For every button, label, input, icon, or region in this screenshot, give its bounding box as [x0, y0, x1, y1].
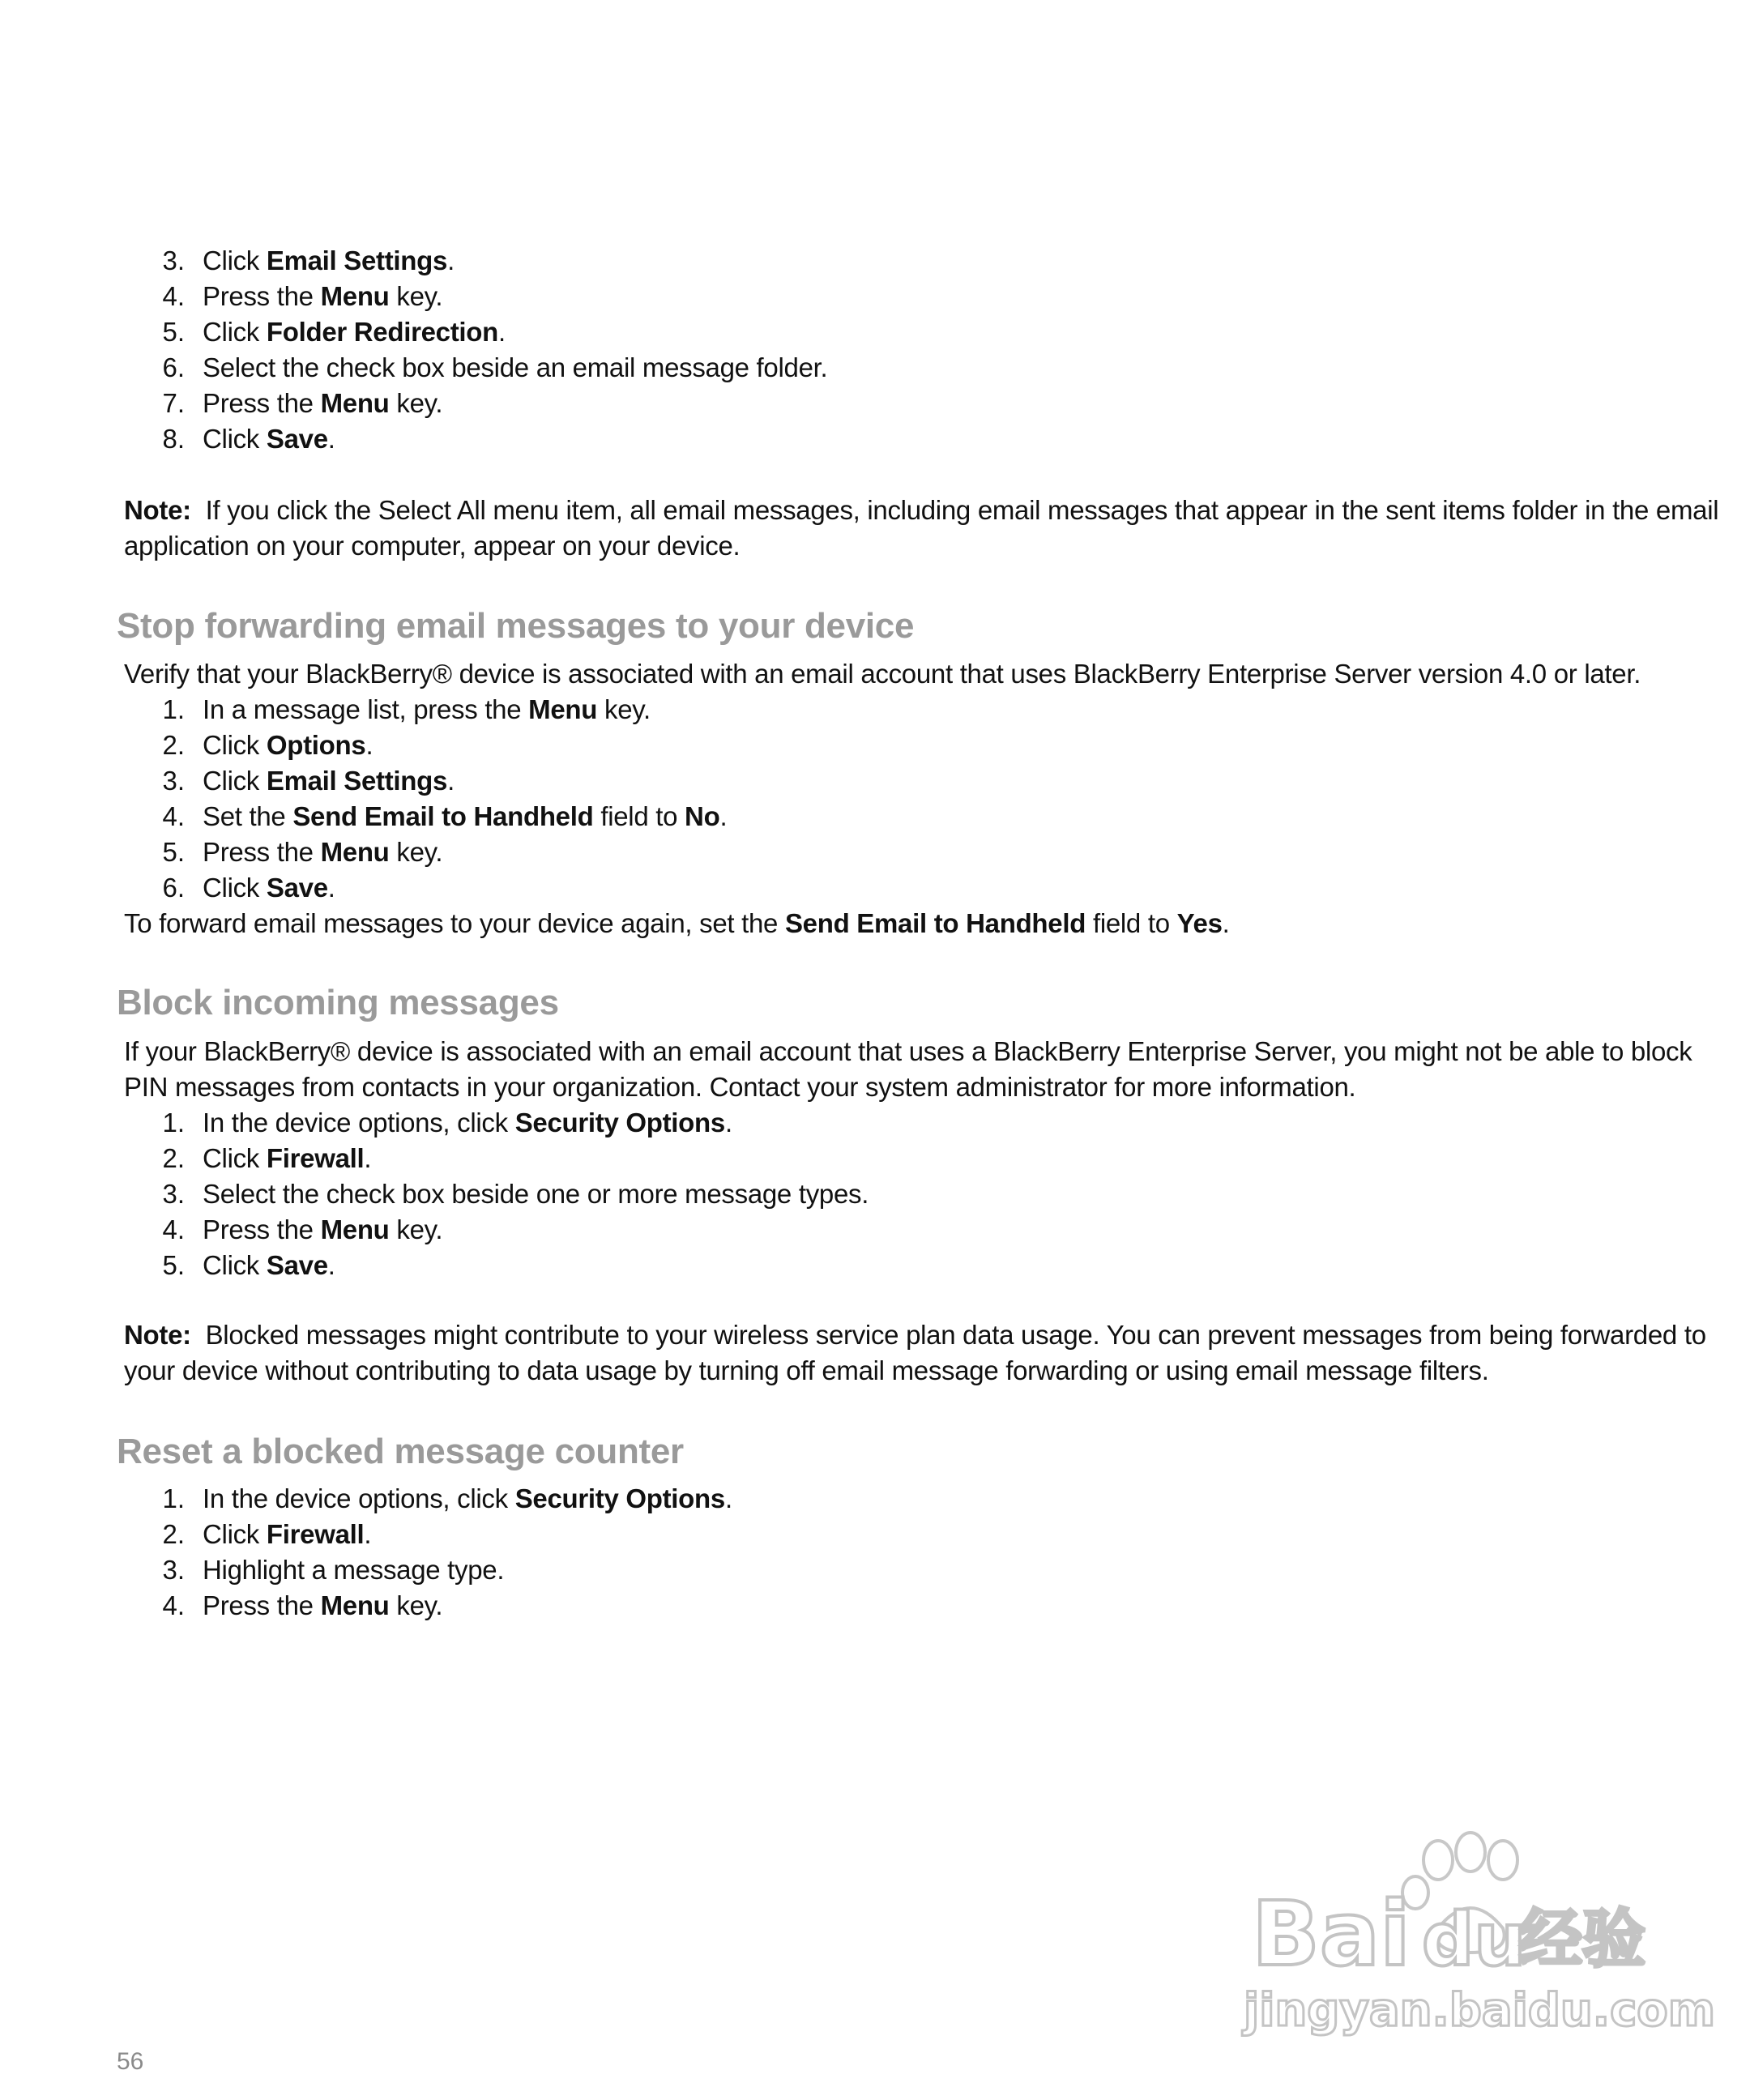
list-number: 7. — [162, 388, 185, 418]
list-item: Select the check box beside one or more message types. — [203, 1179, 869, 1209]
list-item: Press the Menu key. — [203, 1214, 443, 1244]
list-item: Highlight a message type. — [203, 1555, 505, 1585]
list-item: Click Firewall. — [203, 1519, 372, 1549]
list-item: Press the Menu key. — [203, 388, 443, 418]
list-item: Press the Menu key. — [203, 281, 443, 311]
list-number: 8. — [162, 424, 185, 454]
svg-text:Bai: Bai — [1252, 1882, 1411, 1986]
list-item: Click Folder Redirection. — [203, 317, 506, 347]
list-number: 5. — [162, 317, 185, 347]
svg-text:经验: 经验 — [1519, 1903, 1646, 1976]
list-number: 1. — [162, 1108, 185, 1138]
list-number: 3. — [162, 766, 185, 796]
section-heading: Block incoming messages — [117, 983, 559, 1022]
list-number: 2. — [162, 1143, 185, 1173]
note-label: Note: — [124, 495, 191, 525]
note-paragraph: Note: Blocked messages might contribute to your wireless service plan data usage. You can prevent messages from being forwarded to — [124, 1320, 1706, 1350]
list-number: 3. — [162, 1179, 185, 1209]
note-label: Note: — [124, 1320, 191, 1350]
list-item: Click Firewall. — [203, 1143, 372, 1173]
list-item: Click Save. — [203, 424, 335, 454]
section-heading: Reset a blocked message counter — [117, 1432, 684, 1471]
list-number: 4. — [162, 801, 185, 831]
list-item: Click Options. — [203, 730, 373, 760]
list-number: 4. — [162, 1590, 185, 1620]
list-item: Click Email Settings. — [203, 766, 455, 796]
list-number: 2. — [162, 730, 185, 760]
list-number: 2. — [162, 1519, 185, 1549]
list-number: 3. — [162, 1555, 185, 1585]
list-item: Click Email Settings. — [203, 245, 455, 275]
list-number: 5. — [162, 1250, 185, 1280]
note-paragraph-line: application on your computer, appear on your device. — [124, 531, 741, 561]
list-number: 1. — [162, 1483, 185, 1513]
list-number: 6. — [162, 873, 185, 903]
list-number: 5. — [162, 837, 185, 867]
list-number: 4. — [162, 281, 185, 311]
list-item: Set the Send Email to Handheld field to No. — [203, 801, 728, 831]
list-number: 6. — [162, 352, 185, 382]
section-intro: PIN messages from contacts in your organization. Contact your system administrator for more information. — [124, 1072, 1356, 1102]
list-item: Click Save. — [203, 1250, 335, 1280]
list-item: Press the Menu key. — [203, 837, 443, 867]
list-number: 4. — [162, 1214, 185, 1244]
section-intro: If your BlackBerry® device is associated with an email account that uses a BlackBerry Enterprise Server, you might not be able to block — [124, 1036, 1692, 1066]
svg-text:jingyan.baidu.com: jingyan.baidu.com — [1244, 1984, 1716, 2037]
list-item: Press the Menu key. — [203, 1590, 443, 1620]
svg-text:du: du — [1422, 1897, 1526, 1983]
section-heading: Stop forwarding email messages to your device — [117, 606, 915, 646]
page-number: 56 — [117, 2048, 144, 2075]
list-item: Click Save. — [203, 873, 335, 903]
list-number: 1. — [162, 694, 185, 724]
note-paragraph: Note: If you click the Select All menu item, all email messages, including email messages that appear in the sent items folder in the email — [124, 495, 1719, 525]
list-number: 3. — [162, 245, 185, 275]
list-item: In the device options, click Security Options. — [203, 1483, 732, 1513]
baidu-jingyan-watermark-logo — [1236, 1831, 1716, 2042]
list-item: In a message list, press the Menu key. — [203, 694, 651, 724]
section-intro: Verify that your BlackBerry® device is associated with an email account that uses BlackBerry Enterprise Server version 4.0 or later. — [124, 659, 1641, 689]
list-item: Select the check box beside an email message folder. — [203, 352, 828, 382]
section-outro: To forward email messages to your device again, set the Send Email to Handheld field to Yes. — [124, 908, 1230, 938]
note-paragraph-line: your device without contributing to data usage by turning off email message forwarding or using email message filters. — [124, 1355, 1489, 1385]
list-item: In the device options, click Security Options. — [203, 1108, 732, 1138]
